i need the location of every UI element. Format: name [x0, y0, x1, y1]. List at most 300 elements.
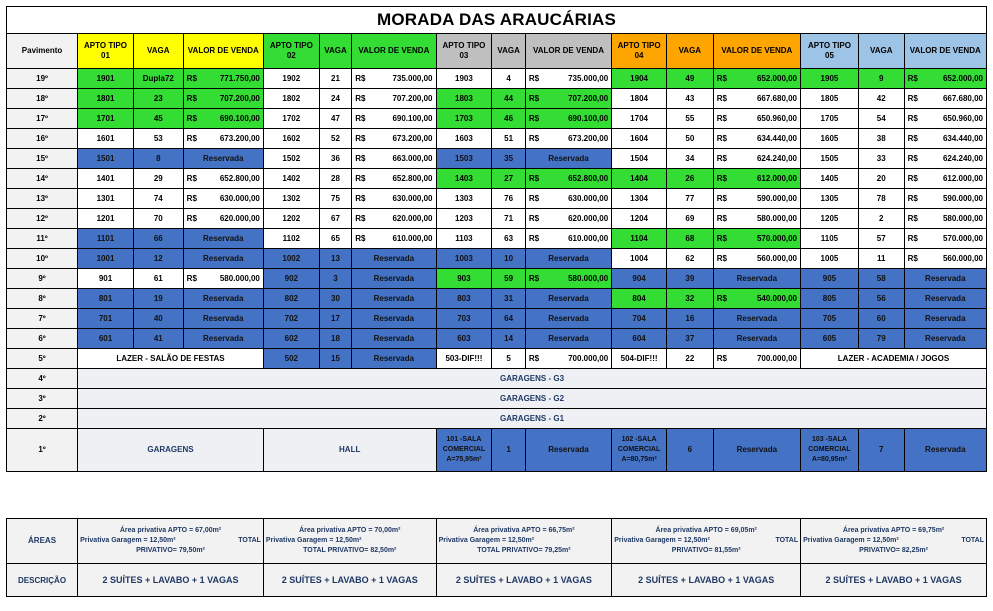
- area-line-garage: [803, 536, 984, 546]
- col-header-valor-01: VALOR DE VENDA: [183, 34, 263, 69]
- floor-label: 8º: [7, 289, 78, 309]
- unit-number: 1702: [263, 109, 319, 129]
- price-amount: 707.200,00: [568, 94, 609, 103]
- price-value: [528, 174, 609, 183]
- unit-description: 2 SUÍTES + LAVABO + 1 VAGAS: [801, 564, 987, 597]
- unit-parking: 62: [666, 249, 713, 269]
- unit-parking: 16: [666, 309, 713, 329]
- col-header-apto-03: APTO TIPO 03: [436, 34, 492, 69]
- price-amount: 673.200,00: [392, 134, 433, 143]
- status-reserved: Reservada: [183, 289, 263, 309]
- price-amount: 650.960,00: [942, 114, 983, 123]
- unit-number: 602: [263, 329, 319, 349]
- unit-parking: 66: [133, 229, 183, 249]
- price-value: [354, 94, 433, 103]
- description-row: [7, 564, 987, 597]
- currency-symbol: R$: [528, 94, 540, 103]
- unit-number: 1002: [263, 249, 319, 269]
- currency-symbol: R$: [186, 194, 197, 203]
- price-value: [716, 254, 798, 263]
- unit-number: 1601: [78, 129, 134, 149]
- unit-number: 1705: [801, 109, 859, 129]
- currency-symbol: R$: [355, 74, 366, 83]
- garage-label: GARAGENS - G3: [78, 369, 987, 389]
- floor-row: [7, 209, 987, 229]
- price-amount: 700.000,00: [756, 354, 798, 363]
- unit-price: [183, 269, 263, 289]
- currency-symbol: R$: [716, 294, 727, 303]
- area-line-total: TOTAL PRIVATIVO= 79,25m²: [477, 547, 571, 554]
- unit-number: 1104: [612, 229, 667, 249]
- price-amount: 652.800,00: [392, 174, 433, 183]
- price-amount: 630.000,00: [392, 194, 433, 203]
- unit-number: 1604: [612, 129, 667, 149]
- status-reserved: Reservada: [525, 249, 611, 269]
- currency-symbol: R$: [528, 74, 540, 83]
- unit-number: 1902: [263, 69, 319, 89]
- currency-symbol: R$: [186, 74, 197, 83]
- garage-label: GARAGENS - G1: [78, 409, 987, 429]
- price-amount: 590.000,00: [756, 194, 798, 203]
- unit-price: [713, 149, 800, 169]
- unit-number: 1301: [78, 189, 134, 209]
- floor-label: 9º: [7, 269, 78, 289]
- currency-symbol: R$: [186, 134, 197, 143]
- unit-price: [525, 229, 611, 249]
- floor-row: [7, 69, 987, 89]
- currency-symbol: R$: [355, 174, 366, 183]
- unit-parking: 46: [492, 109, 526, 129]
- area-info: [612, 519, 801, 564]
- footer-info: [6, 518, 987, 597]
- price-value: [907, 254, 984, 263]
- currency-symbol: R$: [907, 174, 918, 183]
- unit-number: 603: [436, 329, 492, 349]
- currency-symbol: R$: [716, 254, 727, 263]
- price-value: [716, 94, 798, 103]
- price-amount: 652.800,00: [219, 174, 260, 183]
- unit-parking: 51: [492, 129, 526, 149]
- price-amount: 580.000,00: [219, 274, 260, 283]
- status-reserved: Reservada: [525, 329, 611, 349]
- col-header-apto-01: APTO TIPO 01: [78, 34, 134, 69]
- unit-number: 805: [801, 289, 859, 309]
- price-value: [907, 174, 984, 183]
- currency-symbol: R$: [355, 94, 366, 103]
- price-amount: 650.960,00: [756, 114, 798, 123]
- price-value: [528, 354, 609, 363]
- currency-symbol: R$: [186, 214, 197, 223]
- currency-symbol: R$: [716, 174, 727, 183]
- unit-price: [904, 229, 986, 249]
- unit-number: 704: [612, 309, 667, 329]
- unit-price: [525, 349, 611, 369]
- area-line-apto: Área privativa APTO = 67,00m²: [119, 527, 222, 534]
- floor-row: [7, 269, 987, 289]
- unit-number: 1404: [612, 169, 667, 189]
- currency-symbol: R$: [907, 194, 918, 203]
- sala-name: 101 -SALA COMERCIAL A=75,95m²: [436, 429, 492, 472]
- floor-label: 19º: [7, 69, 78, 89]
- price-amount: 580.000,00: [942, 214, 983, 223]
- area-line-total: PRIVATIVO= 81,55m²: [671, 547, 741, 554]
- floor-row-5: [7, 349, 987, 369]
- sala-parking: 7: [858, 429, 904, 472]
- unit-number: 1602: [263, 129, 319, 149]
- currency-symbol: R$: [186, 114, 197, 123]
- floor-label: 12º: [7, 209, 78, 229]
- price-amount: 690.100,00: [392, 114, 433, 123]
- price-amount: 630.000,00: [219, 194, 260, 203]
- currency-symbol: R$: [716, 74, 727, 83]
- unit-parking: 39: [666, 269, 713, 289]
- unit-number: 1805: [801, 89, 859, 109]
- unit-number: 1003: [436, 249, 492, 269]
- unit-number: 903: [436, 269, 492, 289]
- unit-number: 1303: [436, 189, 492, 209]
- sala-parking: 1: [492, 429, 526, 472]
- unit-number: 1005: [801, 249, 859, 269]
- unit-price: [183, 209, 263, 229]
- unit-parking: Dupla72: [133, 69, 183, 89]
- price-value: [528, 194, 609, 203]
- unit-parking: 70: [133, 209, 183, 229]
- price-amount: 707.200,00: [219, 94, 260, 103]
- unit-parking: 40: [133, 309, 183, 329]
- unit-price: [352, 149, 436, 169]
- price-value: [186, 134, 261, 143]
- unit-parking: 13: [319, 249, 351, 269]
- floor-row: [7, 329, 987, 349]
- unit-price: [904, 209, 986, 229]
- price-value: [907, 74, 984, 83]
- floor-label: 6º: [7, 329, 78, 349]
- floor-row-1: [7, 429, 987, 472]
- unit-number: 504-DIF!!!: [612, 349, 667, 369]
- currency-symbol: R$: [355, 234, 366, 243]
- col-header-valor-04: VALOR DE VENDA: [713, 34, 800, 69]
- area-total-word: TOTAL: [961, 537, 984, 544]
- status-reserved: Reservada: [904, 289, 986, 309]
- price-amount: 610.000,00: [392, 234, 433, 243]
- status-reserved: Reservada: [713, 269, 800, 289]
- unit-parking: 33: [858, 149, 904, 169]
- unit-price: [904, 149, 986, 169]
- price-value: [716, 74, 798, 83]
- floor-row: [7, 309, 987, 329]
- currency-symbol: R$: [355, 214, 366, 223]
- col-header-valor-02: VALOR DE VENDA: [352, 34, 436, 69]
- price-value: [907, 234, 984, 243]
- unit-number: 502: [263, 349, 319, 369]
- unit-parking: 54: [858, 109, 904, 129]
- unit-number: 1605: [801, 129, 859, 149]
- col-header-vaga-02: VAGA: [319, 34, 351, 69]
- unit-number: 1103: [436, 229, 492, 249]
- unit-parking: 37: [666, 329, 713, 349]
- unit-number: 1403: [436, 169, 492, 189]
- currency-symbol: R$: [355, 194, 366, 203]
- price-amount: 620.000,00: [392, 214, 433, 223]
- garage-row: [7, 389, 987, 409]
- area-info: [78, 519, 264, 564]
- hall-label: HALL: [263, 429, 436, 472]
- unit-parking: 63: [492, 229, 526, 249]
- unit-parking: 56: [858, 289, 904, 309]
- unit-number: 1802: [263, 89, 319, 109]
- unit-price: [525, 69, 611, 89]
- floor-row: [7, 189, 987, 209]
- floor-row: [7, 229, 987, 249]
- area-info: [263, 519, 436, 564]
- price-value: [716, 194, 798, 203]
- price-amount: 590.000,00: [942, 194, 983, 203]
- unit-parking: 75: [319, 189, 351, 209]
- unit-number: 1704: [612, 109, 667, 129]
- unit-number: 1401: [78, 169, 134, 189]
- price-value: [528, 114, 609, 123]
- area-line-total: PRIVATIVO= 82,25m²: [859, 547, 928, 554]
- unit-number: 702: [263, 309, 319, 329]
- garage-row: [7, 409, 987, 429]
- unit-parking: 68: [666, 229, 713, 249]
- unit-parking: 60: [858, 309, 904, 329]
- floor-row: [7, 89, 987, 109]
- unit-price: [525, 269, 611, 289]
- price-value: [716, 234, 798, 243]
- unit-price: [352, 89, 436, 109]
- status-reserved: Reservada: [352, 249, 436, 269]
- price-value: [186, 94, 261, 103]
- unit-price: [352, 129, 436, 149]
- col-header-apto-04: APTO TIPO 04: [612, 34, 667, 69]
- unit-price: [713, 189, 800, 209]
- area-total-word: TOTAL: [775, 537, 799, 544]
- currency-symbol: R$: [355, 114, 366, 123]
- price-value: [354, 194, 433, 203]
- price-value: [186, 214, 261, 223]
- status-reserved: Reservada: [352, 289, 436, 309]
- currency-symbol: R$: [355, 134, 366, 143]
- unit-price: [525, 129, 611, 149]
- unit-number: 1701: [78, 109, 134, 129]
- area-line-total: PRIVATIVO= 79,50m²: [136, 547, 205, 554]
- footer-table: [6, 518, 987, 597]
- floor-label: 15º: [7, 149, 78, 169]
- currency-symbol: R$: [528, 274, 540, 283]
- status-reserved: Reservada: [183, 149, 263, 169]
- col-header-pavimento: Pavimento: [7, 34, 78, 69]
- unit-parking: 20: [858, 169, 904, 189]
- unit-parking: 34: [666, 149, 713, 169]
- floor-row: [7, 109, 987, 129]
- currency-symbol: R$: [716, 354, 727, 363]
- unit-number: 1302: [263, 189, 319, 209]
- price-amount: 634.440,00: [942, 134, 983, 143]
- unit-parking: 65: [319, 229, 351, 249]
- currency-symbol: R$: [186, 94, 197, 103]
- unit-number: 1101: [78, 229, 134, 249]
- sales-sheet: [6, 6, 987, 472]
- price-value: [354, 214, 433, 223]
- floor-label: 1º: [7, 429, 78, 472]
- currency-symbol: R$: [528, 134, 540, 143]
- unit-price: [904, 169, 986, 189]
- unit-parking: 47: [319, 109, 351, 129]
- floor-row: [7, 149, 987, 169]
- unit-parking: 79: [858, 329, 904, 349]
- status-reserved: Reservada: [183, 329, 263, 349]
- status-reserved: Reservada: [904, 309, 986, 329]
- price-value: [716, 294, 798, 303]
- price-value: [186, 114, 261, 123]
- area-line-garage: [614, 536, 798, 546]
- unit-description: 2 SUÍTES + LAVABO + 1 VAGAS: [263, 564, 436, 597]
- price-amount: 620.000,00: [568, 214, 609, 223]
- currency-symbol: R$: [186, 274, 197, 283]
- currency-symbol: R$: [907, 134, 918, 143]
- currency-symbol: R$: [907, 254, 918, 263]
- floor-label: 16º: [7, 129, 78, 149]
- unit-price: [525, 169, 611, 189]
- floor-label: 17º: [7, 109, 78, 129]
- price-amount: 620.000,00: [219, 214, 260, 223]
- unit-number: 1503: [436, 149, 492, 169]
- currency-symbol: R$: [716, 94, 727, 103]
- price-amount: 580.000,00: [568, 274, 609, 283]
- unit-parking: 22: [666, 349, 713, 369]
- unit-parking: 44: [492, 89, 526, 109]
- price-value: [716, 214, 798, 223]
- col-header-vaga-01: VAGA: [133, 34, 183, 69]
- unit-price: [904, 249, 986, 269]
- unit-number: 802: [263, 289, 319, 309]
- price-value: [186, 274, 261, 283]
- currency-symbol: R$: [528, 234, 540, 243]
- unit-number: 1105: [801, 229, 859, 249]
- availability-table: [6, 6, 987, 472]
- unit-number: 905: [801, 269, 859, 289]
- floor-row: [7, 289, 987, 309]
- areas-label: ÁREAS: [7, 519, 78, 564]
- price-value: [716, 354, 798, 363]
- unit-parking: 12: [133, 249, 183, 269]
- floor-label: 14º: [7, 169, 78, 189]
- price-amount: 624.240,00: [942, 154, 983, 163]
- status-reserved: Reservada: [183, 249, 263, 269]
- currency-symbol: R$: [716, 154, 727, 163]
- unit-parking: 42: [858, 89, 904, 109]
- price-amount: 570.000,00: [942, 234, 983, 243]
- unit-parking: 77: [666, 189, 713, 209]
- unit-number: 1504: [612, 149, 667, 169]
- price-amount: 652.000,00: [756, 74, 798, 83]
- price-amount: 612.000,00: [756, 174, 798, 183]
- unit-number: 1304: [612, 189, 667, 209]
- unit-parking: 2: [858, 209, 904, 229]
- price-value: [186, 194, 261, 203]
- unit-number: 1903: [436, 69, 492, 89]
- unit-parking: 4: [492, 69, 526, 89]
- unit-price: [352, 189, 436, 209]
- currency-symbol: R$: [528, 174, 540, 183]
- garagens-label: GARAGENS: [78, 429, 264, 472]
- unit-price: [904, 89, 986, 109]
- unit-parking: 50: [666, 129, 713, 149]
- unit-price: [352, 169, 436, 189]
- price-amount: 630.000,00: [568, 194, 609, 203]
- col-header-apto-02: APTO TIPO 02: [263, 34, 319, 69]
- unit-price: [713, 89, 800, 109]
- unit-price: [713, 109, 800, 129]
- unit-number: 1804: [612, 89, 667, 109]
- unit-number: 1102: [263, 229, 319, 249]
- unit-price: [183, 109, 263, 129]
- area-total-word: TOTAL: [238, 537, 261, 544]
- unit-parking: 28: [319, 169, 351, 189]
- status-reserved: Reservada: [183, 229, 263, 249]
- unit-price: [713, 129, 800, 149]
- unit-parking: 52: [319, 129, 351, 149]
- unit-parking: 41: [133, 329, 183, 349]
- status-reserved: Reservada: [352, 349, 436, 369]
- price-amount: 735.000,00: [568, 74, 609, 83]
- status-reserved: Reservada: [183, 309, 263, 329]
- status-reserved: Reservada: [352, 329, 436, 349]
- price-amount: 707.200,00: [392, 94, 433, 103]
- unit-parking: 17: [319, 309, 351, 329]
- unit-number: 705: [801, 309, 859, 329]
- unit-price: [183, 189, 263, 209]
- area-line-garage: [439, 536, 610, 546]
- price-amount: 570.000,00: [756, 234, 798, 243]
- unit-number: 801: [78, 289, 134, 309]
- area-line-total: TOTAL PRIVATIVO= 82,50m²: [303, 547, 397, 554]
- floor-row: [7, 249, 987, 269]
- status-reserved: Reservada: [904, 429, 986, 472]
- price-amount: 580.000,00: [756, 214, 798, 223]
- currency-symbol: R$: [716, 194, 727, 203]
- description-label: DESCRIÇÃO: [7, 564, 78, 597]
- unit-parking: 21: [319, 69, 351, 89]
- unit-number: 1202: [263, 209, 319, 229]
- unit-number: 1405: [801, 169, 859, 189]
- price-amount: 673.200,00: [568, 134, 609, 143]
- sala-name: 103 -SALA COMERCIAL A=80,95m²: [801, 429, 859, 472]
- area-line-apto: Área privativa APTO = 69,75m²: [842, 527, 945, 534]
- price-amount: 612.000,00: [942, 174, 983, 183]
- price-value: [716, 154, 798, 163]
- unit-number: 901: [78, 269, 134, 289]
- area-garage-text: Privativa Garagem = 12,50m²: [803, 537, 899, 544]
- unit-parking: 15: [319, 349, 351, 369]
- unit-price: [525, 189, 611, 209]
- unit-number: 1901: [78, 69, 134, 89]
- status-reserved: Reservada: [525, 149, 611, 169]
- currency-symbol: R$: [528, 214, 540, 223]
- unit-parking: 78: [858, 189, 904, 209]
- status-reserved: Reservada: [352, 269, 436, 289]
- unit-price: [713, 169, 800, 189]
- unit-parking: 9: [858, 69, 904, 89]
- unit-number: 703: [436, 309, 492, 329]
- price-value: [528, 214, 609, 223]
- unit-number: 1801: [78, 89, 134, 109]
- unit-parking: 35: [492, 149, 526, 169]
- price-amount: 663.000,00: [392, 154, 433, 163]
- price-amount: 560.000,00: [942, 254, 983, 263]
- price-value: [907, 114, 984, 123]
